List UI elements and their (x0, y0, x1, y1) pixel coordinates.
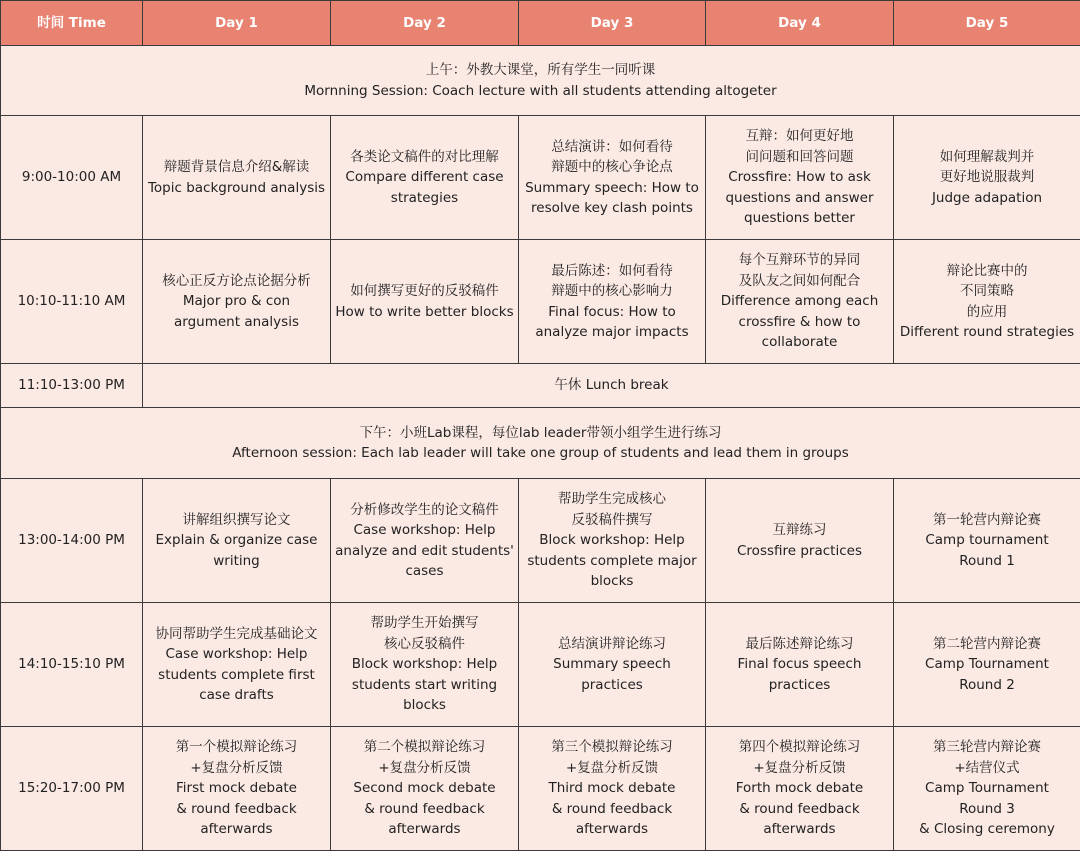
morning-session-banner (1, 46, 1080, 116)
cell-text-line: +复盘分析反馈 (334, 758, 515, 779)
activity-cell-day-2 (331, 116, 519, 240)
activity-cell-day-2 (331, 479, 519, 603)
lunch-row (1, 364, 1080, 408)
cell-text-line: afterwards (709, 819, 890, 840)
cell-text-line: 如何撰写更好的反驳稿件 (334, 281, 515, 302)
cell-text-line: Camp tournament (897, 530, 1077, 551)
activity-cell-day-3 (519, 240, 706, 364)
header-day-5: Day 5 (894, 1, 1080, 46)
cell-text-line: 最后陈述辩论练习 (709, 634, 890, 655)
cell-text-line: 的应用 (897, 302, 1077, 323)
activity-cell-day-5 (894, 727, 1080, 851)
header-day-3: Day 3 (519, 1, 706, 46)
cell-text-line: Final focus speech (709, 654, 890, 675)
schedule-row (1, 116, 1080, 240)
schedule-row (1, 479, 1080, 603)
cell-text-line: 核心正反方论点论据分析 (146, 271, 327, 292)
activity-cell-day-3 (519, 603, 706, 727)
cell-text-line: 及队友之间如何配合 (709, 271, 890, 292)
cell-text-line: 互辩：如何更好地 (709, 126, 890, 147)
cell-text-line: blocks (334, 695, 515, 716)
activity-cell-day-1 (143, 240, 331, 364)
cell-text-line: & round feedback (709, 799, 890, 820)
cell-text-line: case drafts (146, 685, 327, 706)
cell-text-line: 辩题背景信息介绍&解读 (146, 157, 327, 178)
cell-text-line: Afternoon session: Each lab leader will take one group of students and lead them in groups (4, 443, 1077, 464)
cell-text-line: students complete first (146, 665, 327, 686)
cell-text-line: 分析修改学生的论文稿件 (334, 500, 515, 521)
cell-text-line: questions better (709, 208, 890, 229)
cell-text-line: Block workshop: Help (522, 530, 702, 551)
activity-cell-day-2 (331, 240, 519, 364)
activity-cell-day-4 (706, 479, 894, 603)
cell-text-line: collaborate (709, 332, 890, 353)
cell-text-line: afterwards (334, 819, 515, 840)
cell-text-line: Round 3 (897, 799, 1077, 820)
cell-text-line: Round 1 (897, 551, 1077, 572)
cell-text-line: Camp Tournament (897, 654, 1077, 675)
cell-text-line: Camp Tournament (897, 778, 1077, 799)
cell-text-line: First mock debate (146, 778, 327, 799)
cell-text-line: 各类论文稿件的对比理解 (334, 147, 515, 168)
cell-text-line: analyze major impacts (522, 322, 702, 343)
cell-text-line: cases (334, 561, 515, 582)
cell-text-line: students complete major (522, 551, 702, 572)
cell-text-line: 协同帮助学生完成基础论文 (146, 624, 327, 645)
morning-session-row (1, 46, 1080, 116)
cell-text-line: 第二轮营内辩论赛 (897, 634, 1077, 655)
cell-text-line: questions and answer (709, 188, 890, 209)
cell-text-line: crossfire & how to (709, 312, 890, 333)
cell-text-line: afterwards (522, 819, 702, 840)
cell-text-line: Difference among each (709, 291, 890, 312)
activity-cell-day-4 (706, 603, 894, 727)
activity-cell-day-1 (143, 727, 331, 851)
cell-text-line: Block workshop: Help (334, 654, 515, 675)
activity-cell-day-4 (706, 727, 894, 851)
header-day-2: Day 2 (331, 1, 519, 46)
schedule-row (1, 727, 1080, 851)
cell-text-line: Summary speech: How to (522, 178, 702, 199)
cell-text-line: & round feedback (334, 799, 515, 820)
time-slot: 9:00-10:00 AM (1, 116, 143, 240)
cell-text-line: 问问题和回答问题 (709, 147, 890, 168)
cell-text-line: 下午：小班Lab课程，每位lab leader带领小组学生进行练习 (4, 423, 1077, 444)
activity-cell-day-2 (331, 603, 519, 727)
cell-text-line: practices (709, 675, 890, 696)
cell-text-line: 第一个模拟辩论练习 (146, 737, 327, 758)
cell-text-line: 最后陈述：如何看待 (522, 261, 702, 282)
cell-text-line: 如何理解裁判并 (897, 147, 1077, 168)
cell-text-line: & round feedback (146, 799, 327, 820)
cell-text-line: 辩题中的核心争论点 (522, 157, 702, 178)
cell-text-line: 第四个模拟辩论练习 (709, 737, 890, 758)
activity-cell-day-5 (894, 116, 1080, 240)
activity-cell-day-5 (894, 603, 1080, 727)
cell-text-line: +复盘分析反馈 (146, 758, 327, 779)
cell-text-line: Case workshop: Help (334, 520, 515, 541)
activity-cell-day-3 (519, 479, 706, 603)
activity-cell-day-5 (894, 479, 1080, 603)
cell-text-line: 第一轮营内辩论赛 (897, 510, 1077, 531)
activity-cell-day-3 (519, 727, 706, 851)
activity-cell-day-3 (519, 116, 706, 240)
cell-text-line: Round 2 (897, 675, 1077, 696)
header-time: 时间 Time (1, 1, 143, 46)
cell-text-line: 总结演讲：如何看待 (522, 137, 702, 158)
cell-text-line: How to write better blocks (334, 302, 515, 323)
activity-cell-day-1 (143, 116, 331, 240)
cell-text-line: 帮助学生开始撰写 (334, 613, 515, 634)
activity-cell-day-1 (143, 603, 331, 727)
header-day-1: Day 1 (143, 1, 331, 46)
cell-text-line: 辩题中的核心影响力 (522, 281, 702, 302)
header-day-4: Day 4 (706, 1, 894, 46)
activity-cell-day-2 (331, 727, 519, 851)
cell-text-line: Topic background analysis (146, 178, 327, 199)
cell-text-line: +复盘分析反馈 (522, 758, 702, 779)
cell-text-line: Third mock debate (522, 778, 702, 799)
cell-text-line: 第二个模拟辩论练习 (334, 737, 515, 758)
cell-text-line: Compare different case (334, 167, 515, 188)
lunch-time: 11:10-13:00 PM (1, 364, 143, 408)
cell-text-line: students start writing (334, 675, 515, 696)
cell-text-line: 讲解组织撰写论文 (146, 510, 327, 531)
cell-text-line: 互辩练习 (709, 520, 890, 541)
cell-text-line: Case workshop: Help (146, 644, 327, 665)
cell-text-line: Different round strategies (897, 322, 1077, 343)
cell-text-line: argument analysis (146, 312, 327, 333)
cell-text-line: Judge adapation (897, 188, 1077, 209)
cell-text-line: 辩论比赛中的 (897, 261, 1077, 282)
cell-text-line: +复盘分析反馈 (709, 758, 890, 779)
cell-text-line: Crossfire: How to ask (709, 167, 890, 188)
cell-text-line: 每个互辩环节的异同 (709, 250, 890, 271)
cell-text-line: Second mock debate (334, 778, 515, 799)
activity-cell-day-4 (706, 116, 894, 240)
schedule-row (1, 240, 1080, 364)
afternoon-session-row (1, 408, 1080, 479)
cell-text-line: 第三轮营内辩论赛 (897, 737, 1077, 758)
cell-text-line: & round feedback (522, 799, 702, 820)
cell-text-line: strategies (334, 188, 515, 209)
time-slot: 13:00-14:00 PM (1, 479, 143, 603)
cell-text-line: 上午：外教大课堂，所有学生一同听课 (4, 60, 1077, 81)
cell-text-line: & Closing ceremony (897, 819, 1077, 840)
cell-text-line: 反驳稿件撰写 (522, 510, 702, 531)
cell-text-line: Crossfire practices (709, 541, 890, 562)
cell-text-line: blocks (522, 571, 702, 592)
activity-cell-day-4 (706, 240, 894, 364)
cell-text-line: +结营仪式 (897, 758, 1077, 779)
cell-text-line: Forth mock debate (709, 778, 890, 799)
cell-text-line: 帮助学生完成核心 (522, 489, 702, 510)
cell-text-line: analyze and edit students' (334, 541, 515, 562)
lunch-break: 午休 Lunch break (143, 364, 1080, 408)
time-slot: 10:10-11:10 AM (1, 240, 143, 364)
cell-text-line: Major pro & con (146, 291, 327, 312)
afternoon-session-banner (1, 408, 1080, 479)
header-row (1, 1, 1080, 46)
cell-text-line: resolve key clash points (522, 198, 702, 219)
time-slot: 15:20-17:00 PM (1, 727, 143, 851)
cell-text-line: 不同策略 (897, 281, 1077, 302)
time-slot: 14:10-15:10 PM (1, 603, 143, 727)
activity-cell-day-1 (143, 479, 331, 603)
cell-text-line: 核心反驳稿件 (334, 634, 515, 655)
cell-text-line: afterwards (146, 819, 327, 840)
cell-text-line: writing (146, 551, 327, 572)
cell-text-line: Mornning Session: Coach lecture with all students attending altogeter (4, 81, 1077, 102)
cell-text-line: Explain & organize case (146, 530, 327, 551)
activity-cell-day-5 (894, 240, 1080, 364)
cell-text-line: 更好地说服裁判 (897, 167, 1077, 188)
schedule-row (1, 603, 1080, 727)
cell-text-line: 第三个模拟辩论练习 (522, 737, 702, 758)
cell-text-line: 总结演讲辩论练习 (522, 634, 702, 655)
cell-text-line: Final focus: How to (522, 302, 702, 323)
cell-text-line: Summary speech practices (522, 654, 702, 695)
